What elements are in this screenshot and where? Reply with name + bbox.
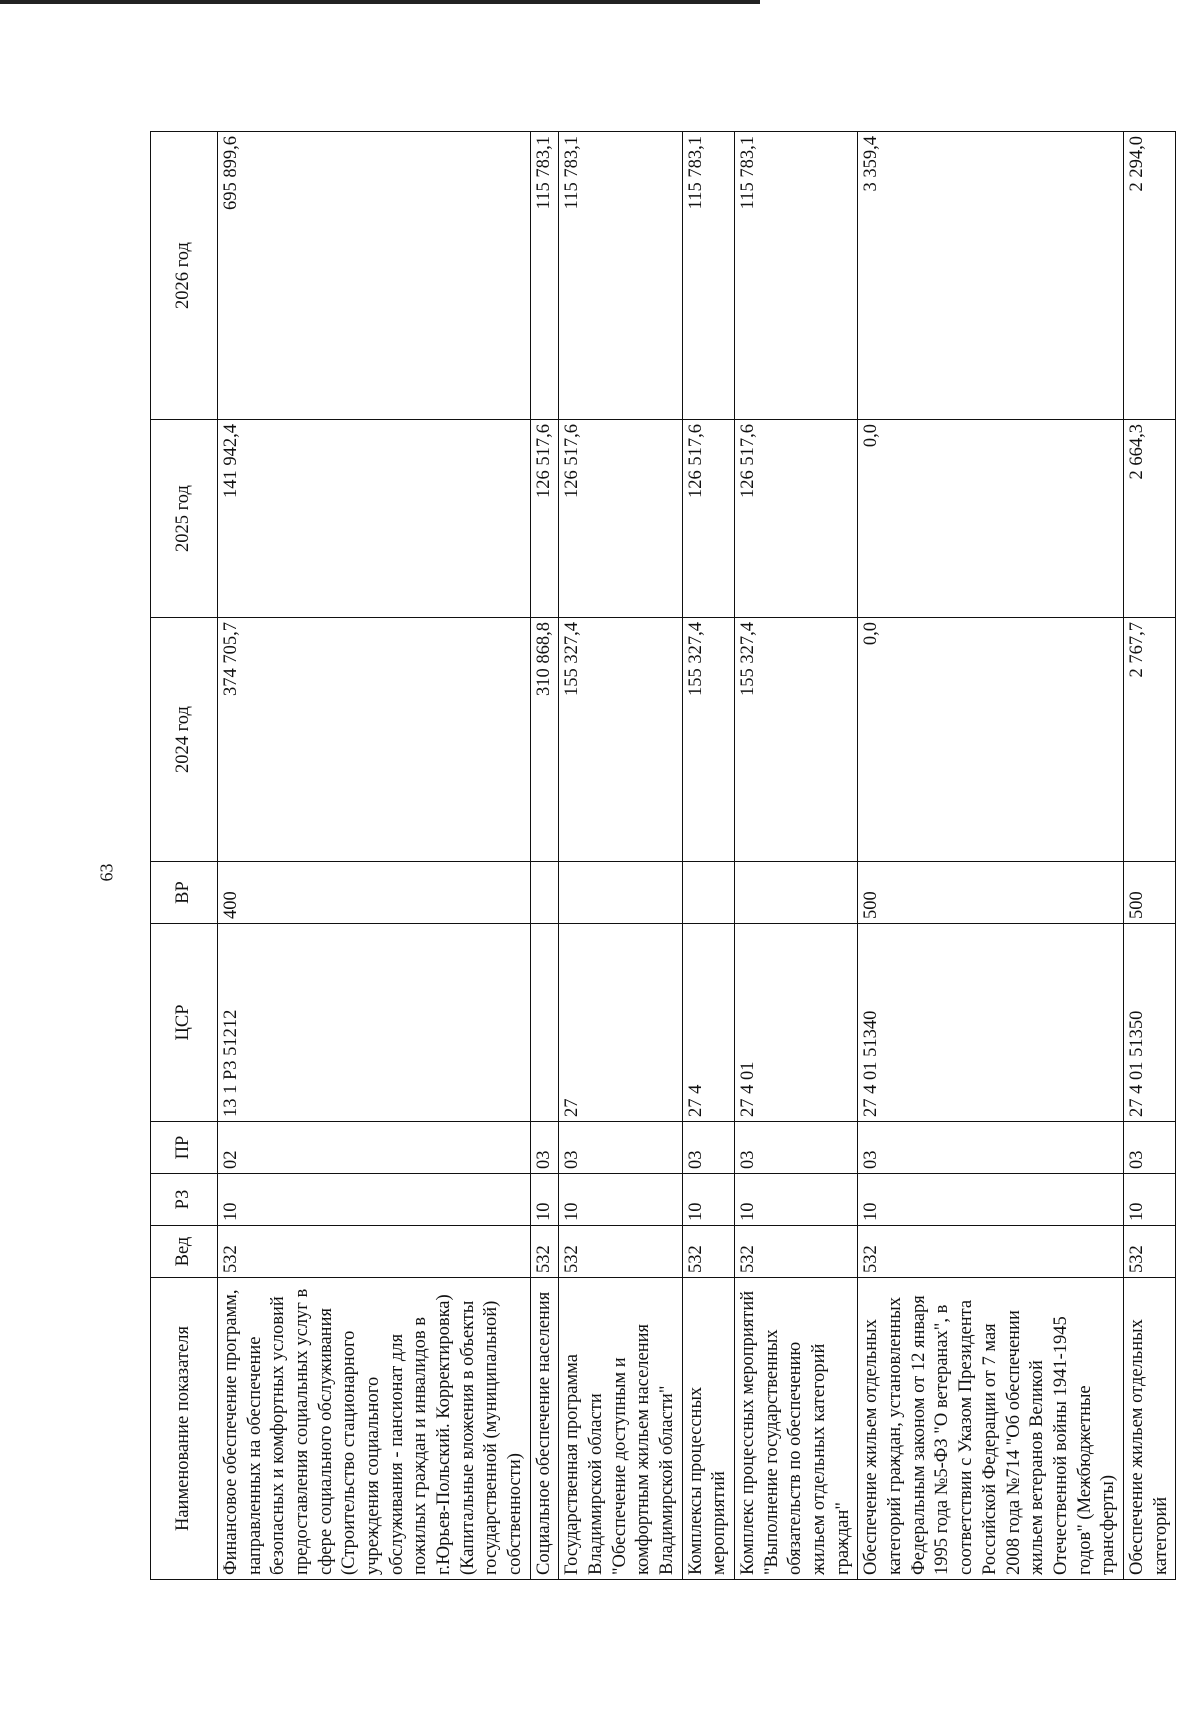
row-vr [735, 862, 858, 924]
header-rz: РЗ [151, 1174, 218, 1226]
rotated-document [150, 132, 1171, 1580]
row-pr: 03 [858, 1122, 1123, 1174]
table-row [682, 132, 734, 1580]
row-2025: 126 517,6 [530, 420, 559, 618]
row-2026: 115 783,1 [530, 132, 559, 420]
row-2025: 126 517,6 [735, 420, 858, 618]
row-ved: 532 [559, 1226, 682, 1278]
row-rz: 10 [1123, 1174, 1175, 1226]
row-2024: 374 705,7 [218, 618, 531, 862]
budget-table [150, 131, 1176, 1580]
row-pr: 03 [1123, 1122, 1175, 1174]
table-header-row [151, 132, 218, 1580]
row-vr: 500 [1123, 862, 1175, 924]
row-2024: 310 868,8 [530, 618, 559, 862]
row-2025: 126 517,6 [559, 420, 682, 618]
row-name: Финансовое обеспечение программ, направленных на обеспечение безопасных и комфортных условий предоставления социальных услуг в сфере социального обслуживания (Строительство стационарного учреждения социального обслуживания - пансионат для пожилых граждан и инвалидов в г.Юрьев-Польский. Корректировка) (Капитальные вложения в объекты государственной (муниципальной) собственности) [218, 1278, 531, 1580]
row-vr [682, 862, 734, 924]
row-2025: 0,0 [858, 420, 1123, 618]
row-ved: 532 [530, 1226, 559, 1278]
row-2025: 2 664,3 [1123, 420, 1175, 618]
top-border-line [0, 0, 760, 4]
row-vr: 400 [218, 862, 531, 924]
row-2024: 2 767,7 [1123, 618, 1175, 862]
page-number: 63 [96, 863, 117, 882]
row-ved: 532 [858, 1226, 1123, 1278]
row-pr: 03 [735, 1122, 858, 1174]
row-rz: 10 [559, 1174, 682, 1226]
table-row [735, 132, 858, 1580]
row-csr [530, 924, 559, 1122]
row-rz: 10 [682, 1174, 734, 1226]
row-name: Обеспечение жильем отдельных категорий граждан, установленных Федеральным законом от 12 января 1995 года №5-ФЗ "О ветеранах", в соответствии с Указом Президента Российской Федерации от 7 мая 2008 года №714 "Об обеспечении жильем ветеранов Великой Отечественной войны 1941-1945 годов" (Межбюджетные трансферты) [858, 1278, 1123, 1580]
row-pr: 03 [530, 1122, 559, 1174]
row-rz: 10 [530, 1174, 559, 1226]
row-name: Комплекс процессных мероприятий "Выполнение государственных обязательств по обеспечению жильем отдельных категорий граждан" [735, 1278, 858, 1580]
row-csr: 13 1 Р3 51212 [218, 924, 531, 1122]
row-ved: 532 [735, 1226, 858, 1278]
row-2024: 155 327,4 [559, 618, 682, 862]
row-name: Социальное обеспечение населения [530, 1278, 559, 1580]
row-name: Комплексы процессных мероприятий [682, 1278, 734, 1580]
row-csr: 27 4 01 51340 [858, 924, 1123, 1122]
table-row [858, 132, 1123, 1580]
row-2024: 0,0 [858, 618, 1123, 862]
row-ved: 532 [1123, 1226, 1175, 1278]
row-name: Государственная программа Владимирской области "Обеспечение доступным и комфортным жильем населения Владимирской области" [559, 1278, 682, 1580]
row-csr: 27 [559, 924, 682, 1122]
header-pr: ПР [151, 1122, 218, 1174]
row-2026: 115 783,1 [682, 132, 734, 420]
row-pr: 02 [218, 1122, 531, 1174]
row-rz: 10 [218, 1174, 531, 1226]
row-2024: 155 327,4 [735, 618, 858, 862]
row-2024: 155 327,4 [682, 618, 734, 862]
row-2025: 141 942,4 [218, 420, 531, 618]
header-vr: ВР [151, 862, 218, 924]
header-2025: 2025 год [151, 420, 218, 618]
row-2026: 115 783,1 [559, 132, 682, 420]
row-ved: 532 [682, 1226, 734, 1278]
header-name: Наименование показателя [151, 1278, 218, 1580]
row-rz: 10 [858, 1174, 1123, 1226]
row-2026: 695 899,6 [218, 132, 531, 420]
row-pr: 03 [559, 1122, 682, 1174]
row-vr [530, 862, 559, 924]
table-row [530, 132, 559, 1580]
row-csr: 27 4 01 51350 [1123, 924, 1175, 1122]
row-2026: 3 359,4 [858, 132, 1123, 420]
header-ved: Вед [151, 1226, 218, 1278]
header-csr: ЦСР [151, 924, 218, 1122]
row-2025: 126 517,6 [682, 420, 734, 618]
row-rz: 10 [735, 1174, 858, 1226]
row-vr: 500 [858, 862, 1123, 924]
row-csr: 27 4 [682, 924, 734, 1122]
row-name: Обеспечение жильем отдельных категорий [1123, 1278, 1175, 1580]
row-ved: 532 [218, 1226, 531, 1278]
header-2026: 2026 год [151, 132, 218, 420]
table-row [559, 132, 682, 1580]
row-2026: 2 294,0 [1123, 132, 1175, 420]
row-vr [559, 862, 682, 924]
table-row [218, 132, 531, 1580]
row-pr: 03 [682, 1122, 734, 1174]
header-2024: 2024 год [151, 618, 218, 862]
row-csr: 27 4 01 [735, 924, 858, 1122]
row-2026: 115 783,1 [735, 132, 858, 420]
table-row [1123, 132, 1175, 1580]
